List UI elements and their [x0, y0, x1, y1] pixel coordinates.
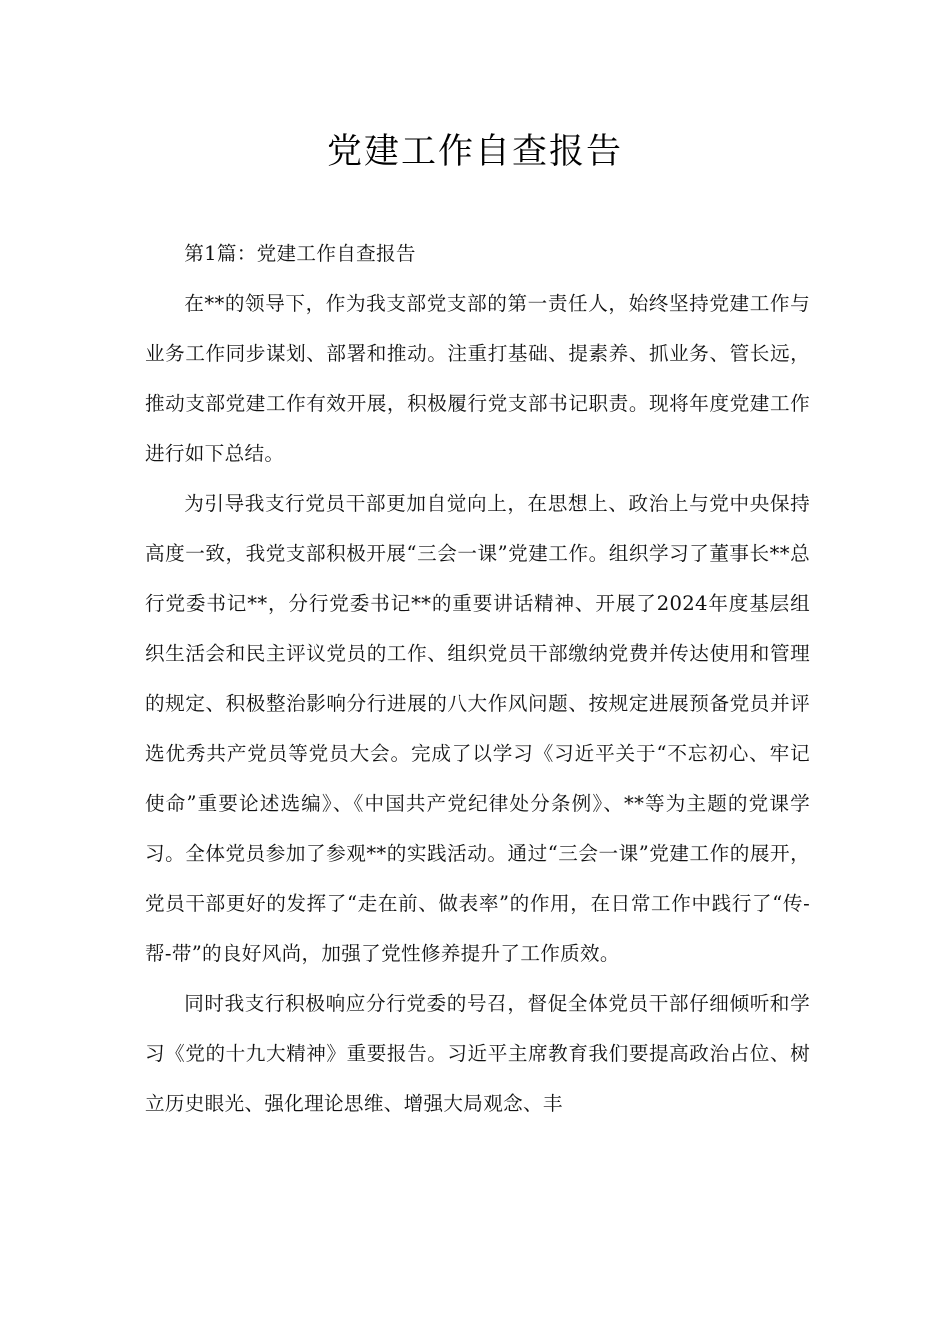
- chapter-heading: 第1篇：党建工作自查报告: [184, 242, 416, 265]
- paragraph-2: 为引导我支行党员干部更加自觉向上，在思想上、政治上与党中央保持高度一致，我党支部积极开展“三会一课”党建工作。组织学习了董事长**总行党委书记**，分行党委书记**的重要讲话精神、开展了2024年度基层组织生活会和民主评议党员的工作、组织党员干部缴纳党费并传达使用和管理的规定、积极整治影响分行进展的八大作风问题、按规定进展预备党员并评选优秀共产党员等党员大会。完成了以学习《习近平关于“不忘初心、牢记使命”重要论述选编》、《中国共产党纪律处分条例》、**等为主题的党课学习。全体党员参加了参观**的实践活动。通过“三会一课”党建工作的展开，党员干部更好的发挥了“走在前、做表率”的作用，在日常工作中践行了“传-帮-带”的良好风尚，加强了党性修养提升了工作质效。: [145, 492, 810, 965]
- paragraph-3: 同时我支行积极响应分行党委的号召，督促全体党员干部仔细倾听和学习《党的十九大精神》重要报告。习近平主席教育我们要提高政治占位、树立历史眼光、强化理论思维、增强大局观念、丰: [145, 992, 810, 1115]
- paragraph-1: 在**的领导下，作为我支部党支部的第一责任人，始终坚持党建工作与业务工作同步谋划、部署和推动。注重打基础、提素养、抓业务、管长远，推动支部党建工作有效开展，积极履行党支部书记职责。现将年度党建工作进行如下总结。: [145, 292, 810, 465]
- document-body: [145, 229, 810, 1129]
- document-title: 党建工作自查报告: [326, 132, 623, 172]
